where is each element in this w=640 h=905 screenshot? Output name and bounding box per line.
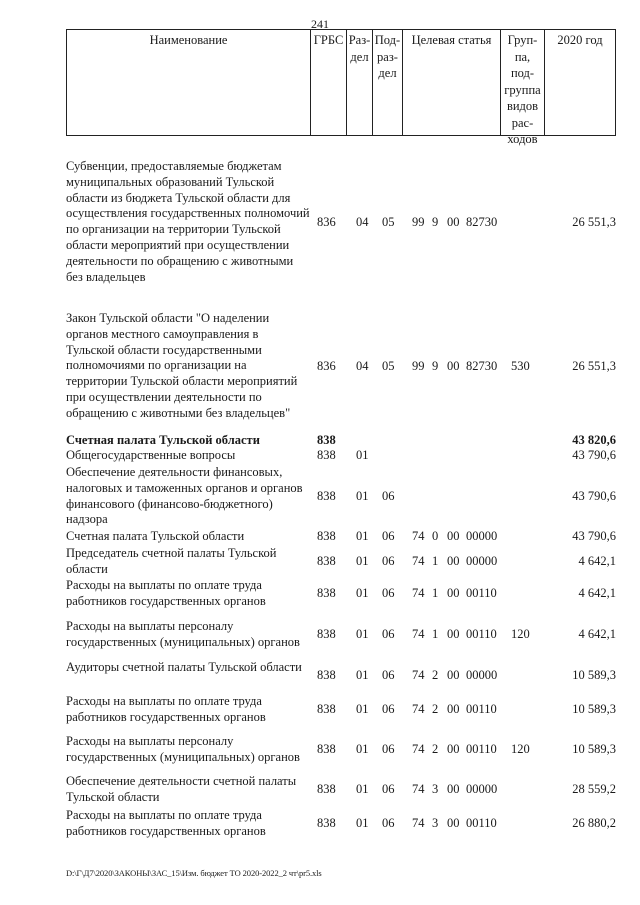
cell-t4: 00110 [466,627,497,641]
cell-t1: 74 [412,586,425,600]
cell-vr: 530 [511,359,530,373]
cell-sum-2020: 28 559,2 [572,782,616,796]
cell-rz: 01 [356,489,369,503]
cell-rz: 01 [356,742,369,756]
cell-t2: 3 [432,782,439,796]
page-number: 241 [311,17,329,31]
cell-grbs: 838 [317,668,336,682]
cell-grbs: 838 [317,742,336,756]
cell-sum-2020: 43 820,6 [572,433,616,447]
row-name: Расходы на выплаты персоналу государственных (муниципальных) органов [66,619,300,649]
table-row [66,578,616,610]
table-header [66,29,616,146]
cell-sum-2020: 43 790,6 [572,489,616,503]
cell-grbs: 838 [317,554,336,568]
cell-grbs: 836 [317,215,336,229]
row-name: Счетная палата Тульской области [66,433,260,447]
cell-rz: 01 [356,627,369,641]
cell-pr: 06 [382,554,395,568]
table-row [66,159,616,287]
cell-t3: 00 [447,627,460,641]
cell-grbs: 838 [317,529,336,543]
cell-pr: 06 [382,529,395,543]
cell-rz: 01 [356,782,369,796]
cell-pr: 06 [382,816,395,830]
cell-sum-2020: 26 551,3 [572,215,616,229]
cell-t2: 3 [432,816,439,830]
cell-t4: 00000 [466,668,498,682]
row-name: Аудиторы счетной палаты Тульской области [66,660,302,674]
cell-vr: 120 [511,742,530,756]
cell-sum-2020: 26 880,2 [572,816,616,830]
table-row [66,433,616,449]
cell-rz: 01 [356,816,369,830]
row-name: Счетная палата Тульской области [66,529,245,543]
cell-t4: 82730 [466,359,498,373]
cell-sum-2020: 26 551,3 [572,359,616,373]
cell-t1: 74 [412,668,425,682]
cell-pr: 06 [382,586,395,600]
table-row [66,546,616,578]
cell-rz: 01 [356,702,369,716]
cell-t1: 74 [412,627,425,641]
cell-t3: 00 [447,586,460,600]
cell-t4: 00110 [466,816,497,830]
table-row [66,694,616,726]
cell-sum-2020: 43 790,6 [572,448,616,462]
cell-t2: 0 [432,529,439,543]
header-year: 2020 год [557,33,603,47]
cell-t4: 00000 [466,554,498,568]
header-name: Наименование [67,30,311,135]
cell-grbs: 838 [317,489,336,503]
row-name: Расходы на выплаты персоналу государственных (муниципальных) органов [66,734,300,764]
cell-grbs: 838 [317,586,336,600]
row-name: Председатель счетной палаты Тульской области [66,546,277,576]
table-row [66,619,616,651]
cell-t3: 00 [447,215,460,229]
cell-t1: 74 [412,554,425,568]
cell-pr: 05 [382,359,395,373]
row-name: Закон Тульской области "О наделении органов местного самоуправления в Тульской области государственными полномочиями по организации на территории Тульской области мероприятий при осуществлении деятельности по обращению с животными без владельцев" [66,311,298,420]
cell-t2: 1 [432,554,439,568]
cell-rz: 04 [356,359,369,373]
cell-t1: 74 [412,702,425,716]
cell-pr: 06 [382,782,395,796]
row-name: Обеспечение деятельности финансовых, налоговых и таможенных органов и органов финансового (финансово-бюджетного) надзора [66,465,303,527]
cell-t1: 74 [412,816,425,830]
cell-rz: 01 [356,529,369,543]
cell-rz: 04 [356,215,369,229]
cell-t4: 00000 [466,529,498,543]
cell-t1: 99 [412,359,425,373]
cell-t3: 00 [447,702,460,716]
cell-vr: 120 [511,627,530,641]
row-name: Общегосударственные вопросы [66,448,236,462]
cell-sum-2020: 4 642,1 [578,586,616,600]
cell-t3: 00 [447,742,460,756]
cell-grbs: 838 [317,702,336,716]
cell-rz: 01 [356,668,369,682]
cell-t2: 2 [432,742,439,756]
cell-grbs: 838 [317,627,336,641]
cell-grbs: 838 [317,782,336,796]
cell-rz: 01 [356,586,369,600]
cell-t2: 9 [432,359,439,373]
table-row [66,311,616,423]
cell-sum-2020: 4 642,1 [578,554,616,568]
cell-t3: 00 [447,668,460,682]
header-target-article: Целевая статья [403,30,501,135]
table-row [66,465,616,529]
cell-sum-2020: 10 589,3 [572,702,616,716]
header-subsection: Под- раз- дел [373,30,403,135]
cell-t3: 00 [447,554,460,568]
table-row [66,448,616,464]
cell-t3: 00 [447,359,460,373]
row-name: Расходы на выплаты по оплате труда работников государственных органов [66,694,266,724]
row-name: Субвенции, предоставляемые бюджетам муниципальных образований Тульской области из бюджета Тульской области для осуществления государственных полномочий по организации на территории Тульской области мероприятий при осуществлении деятельности по обращению с животными без владельцев [66,159,310,284]
cell-t4: 00110 [466,702,497,716]
cell-t4: 00110 [466,586,497,600]
cell-t4: 00110 [466,742,497,756]
cell-t3: 00 [447,529,460,543]
cell-grbs: 838 [317,448,336,462]
row-name: Расходы на выплаты по оплате труда работников государственных органов [66,808,266,838]
cell-t1: 74 [412,529,425,543]
cell-t4: 00000 [466,782,498,796]
cell-rz: 01 [356,554,369,568]
cell-t1: 74 [412,742,425,756]
table-row [66,734,616,766]
cell-pr: 05 [382,215,395,229]
cell-grbs: 838 [317,433,336,447]
cell-grbs: 836 [317,359,336,373]
cell-grbs: 838 [317,816,336,830]
cell-pr: 06 [382,489,395,503]
cell-sum-2020: 10 589,3 [572,742,616,756]
cell-sum-2020: 4 642,1 [578,627,616,641]
cell-sum-2020: 43 790,6 [572,529,616,543]
cell-t3: 00 [447,782,460,796]
cell-t2: 1 [432,586,439,600]
table-row [66,774,616,806]
cell-pr: 06 [382,702,395,716]
row-name: Обеспечение деятельности счетной палаты Тульской области [66,774,297,804]
cell-t3: 00 [447,816,460,830]
cell-t2: 2 [432,668,439,682]
table-row [66,660,616,692]
header-grbs: ГРБС [311,30,347,135]
cell-t1: 99 [412,215,425,229]
cell-pr: 06 [382,668,395,682]
header-section: Раз- дел [347,30,373,135]
cell-t2: 2 [432,702,439,716]
row-name: Расходы на выплаты по оплате труда работников государственных органов [66,578,266,608]
cell-t4: 82730 [466,215,498,229]
cell-pr: 06 [382,742,395,756]
cell-rz: 01 [356,448,369,462]
cell-t1: 74 [412,782,425,796]
cell-sum-2020: 10 589,3 [572,668,616,682]
cell-t2: 1 [432,627,439,641]
table-row [66,808,616,840]
header-expense-group: Груп- па, под- группа видов рас- ходов [501,30,545,135]
cell-t2: 9 [432,215,439,229]
cell-pr: 06 [382,627,395,641]
file-path-footer: D:\Г\Д7\2020\ЗАКОНЫ\ЗАС_15\Изм. бюджет ТО 2020-2022_2 чт\pr5.xls [66,868,322,878]
table-row [66,529,616,545]
